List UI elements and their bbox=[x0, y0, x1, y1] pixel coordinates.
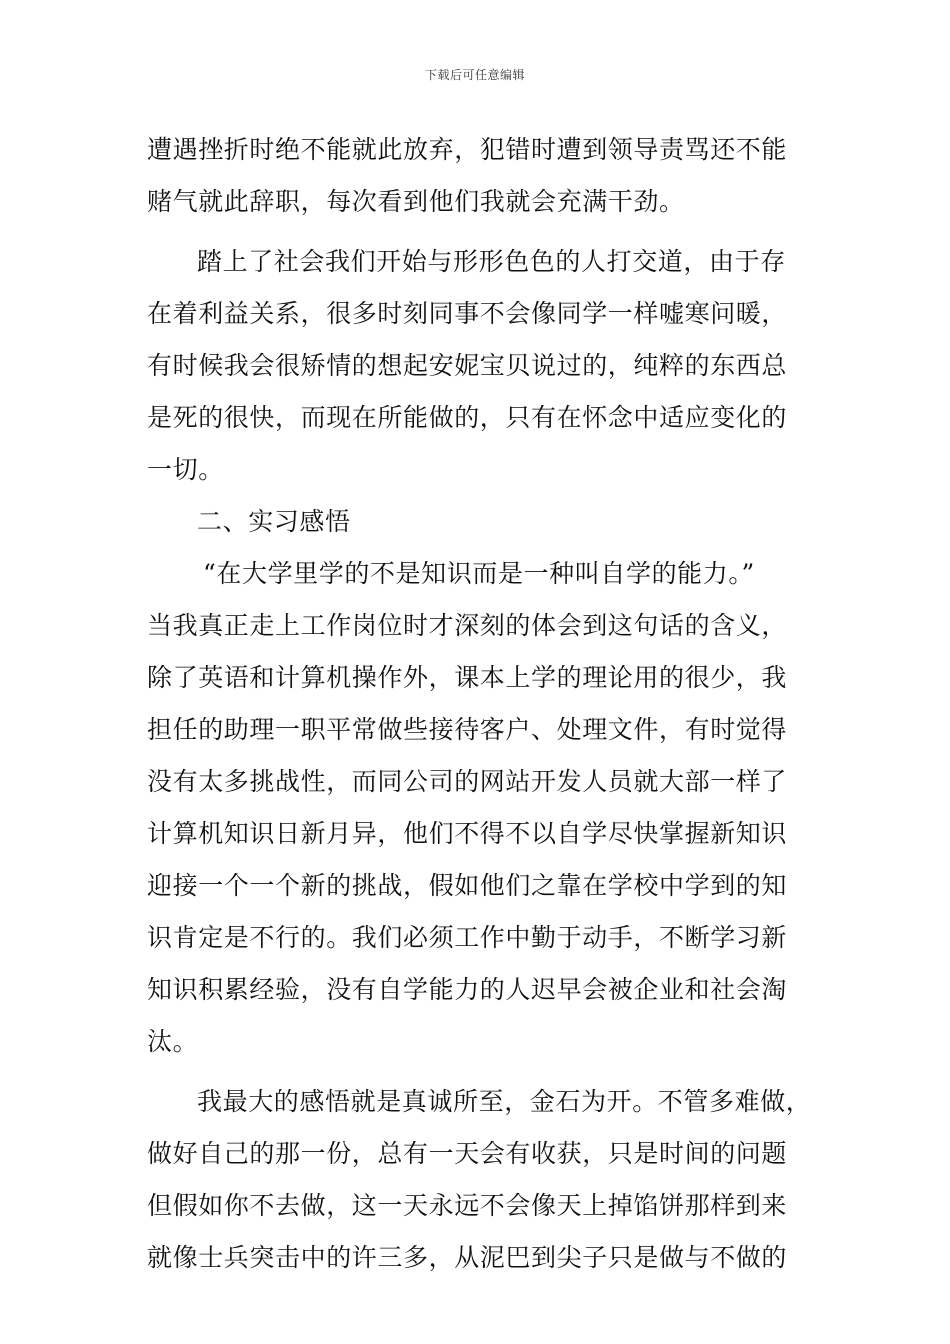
text-line: 除了英语和计算机操作外，课本上学的理论用的很少，我 bbox=[147, 663, 788, 692]
section-heading-line: 二、实习感悟 bbox=[197, 507, 351, 536]
text-line: 但假如你不去做，这一天永远不会像天上掉馅饼那样到来 bbox=[147, 1191, 788, 1220]
text-line: 一切。 bbox=[147, 455, 224, 484]
text-line: 就像士兵突击中的许三多，从泥巴到尖子只是做与不做的 bbox=[147, 1243, 788, 1272]
text-line: 担任的助理一职平常做些接待客户、处理文件，有时觉得 bbox=[147, 715, 788, 744]
section-heading bbox=[147, 496, 817, 548]
text-line: 识肯定是不行的。我们必须工作中勤于动手，不断学习新 bbox=[147, 923, 788, 952]
page-header: 下载后可任意编辑 bbox=[424, 68, 525, 82]
text-line: 我最大的感悟就是真诚所至，金石为开。不管多难做， bbox=[197, 1087, 812, 1116]
paragraph-3 bbox=[147, 548, 817, 1068]
text-line: 知识积累经验，没有自学能力的人迟早会被企业和社会淘 bbox=[147, 975, 788, 1004]
text-line: 赌气就此辞职，每次看到他们我就会充满干劲。 bbox=[147, 187, 685, 216]
text-line: “在大学里学的不是知识而是一种叫自学的能力。” bbox=[203, 559, 755, 588]
text-line: 计算机知识日新月异，他们不得不以自学尽快掌握新知识 bbox=[147, 819, 788, 848]
text-line: 在着利益关系，很多时刻同事不会像同学一样嘘寒问暖， bbox=[147, 299, 788, 328]
paragraph-4 bbox=[147, 1076, 817, 1284]
text-line: 迎接一个一个新的挑战，假如他们之靠在学校中学到的知 bbox=[147, 871, 788, 900]
text-line: 踏上了社会我们开始与形形色色的人打交道，由于存 bbox=[197, 247, 786, 276]
paragraph-1 bbox=[147, 124, 817, 228]
text-line: 汰。 bbox=[147, 1027, 199, 1056]
text-line: 是死的很快，而现在所能做的，只有在怀念中适应变化的 bbox=[147, 403, 788, 432]
text-line: 做好自己的那一份，总有一天会有收获，只是时间的问题 bbox=[147, 1139, 788, 1168]
paragraph-2 bbox=[147, 236, 817, 496]
text-line: 遭遇挫折时绝不能就此放弃，犯错时遭到领导责骂还不能 bbox=[147, 135, 788, 164]
text-line: 没有太多挑战性，而同公司的网站开发人员就大部一样了 bbox=[147, 767, 788, 796]
text-line: 有时候我会很矫情的想起安妮宝贝说过的，纯粹的东西总 bbox=[147, 351, 788, 380]
text-line: 当我真正走上工作岗位时才深刻的体会到这句话的含义， bbox=[147, 611, 788, 640]
document-body bbox=[147, 124, 817, 1284]
